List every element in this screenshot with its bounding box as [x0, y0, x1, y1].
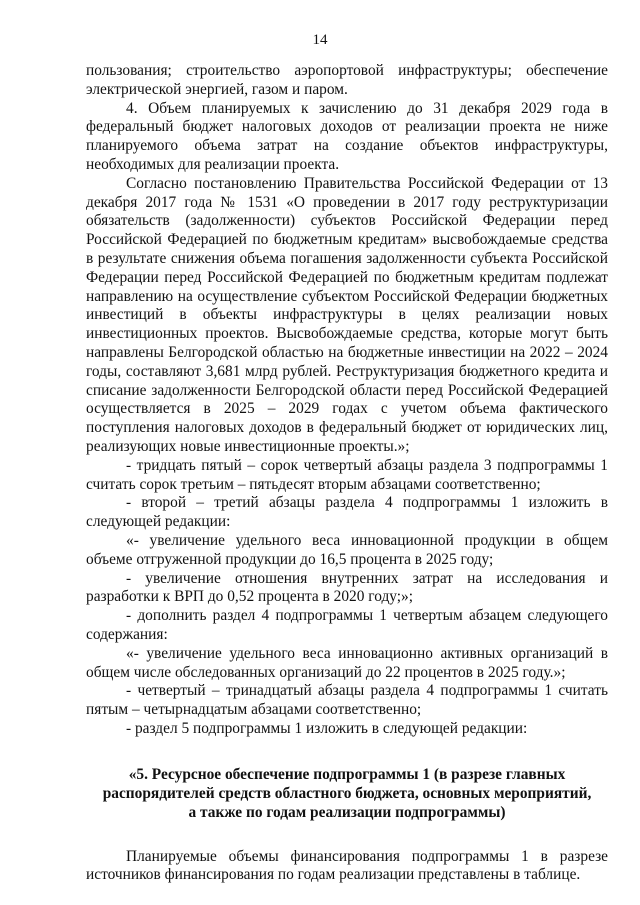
paragraph: - второй – третий абзацы раздела 4 подпрограммы 1 изложить в следующей редакции:: [86, 494, 608, 531]
paragraph: «- увеличение удельного веса инновационно активных организаций в общем числе обследованных организаций до 22 процентов в 2025 году.»;: [86, 644, 608, 681]
final-paragraph: Планируемые объемы финансирования подпрограммы 1 в разрезе источников финансирования по годам реализации представлены в таблице.: [86, 847, 608, 884]
heading-line: распорядителей средств областного бюджета, основных мероприятий,: [102, 784, 592, 802]
paragraph: 4. Объем планируемых к зачислению до 31 декабря 2029 года в федеральный бюджет налоговых доходов от реализации проекта не ниже планируемого объема затрат на создание объектов инфраструктуры, необходимых для реализации проекта.: [86, 99, 608, 173]
paragraph: - раздел 5 подпрограммы 1 изложить в следующей редакции:: [126, 719, 528, 737]
section-heading: [86, 765, 608, 822]
paragraph: - увеличение отношения внутренних затрат на исследования и разработки к ВРП до 0,52 процента в 2020 году;»;: [86, 569, 608, 606]
paragraph: - четвертый – тринадцатый абзацы раздела 4 подпрограммы 1 считать пятым – четырнадцатым абзацами соответственно;: [86, 682, 608, 719]
body-text: [86, 62, 608, 885]
heading-line: а также по годам реализации подпрограммы): [188, 803, 506, 821]
paragraph: Согласно постановлению Правительства Российской Федерации от 13 декабря 2017 года № 1531 «О проведении в 2017 году реструктуризации обязательств (задолженности) субъектов Российской Федерации перед Российской Федерацией по бюджетным кредитам» высвобождаемые средства в результате снижения объема погашения задолженности субъекта Российской Федерации перед Российской Федерацией по бюджетным кредитам подлежат направлению на осуществление субъектом Российской Федерации бюджетных инвестиций в объекты инфраструктуры в целях реализации новых инвестиционных проектов. Высвобождаемые средства, которые могут быть направлены Белгородской областью на бюджетные инвестиции на 2022 – 2024 годы, составляют 3,681 млрд рублей. Реструктуризация бюджетного кредита и списание задолженности Белгородской области перед Российской Федерацией осуществляется в 2025 – 2029 годах с учетом объема фактического поступления налоговых доходов в федеральный бюджет от юридических лиц, реализующих новые инвестиционные проекты.»;: [86, 174, 608, 455]
paragraph: «- увеличение удельного веса инновационной продукции в общем объеме отгруженной продукции до 16,5 процента в 2025 году;: [86, 531, 608, 568]
paragraph: пользования; строительство аэропортовой инфраструктуры; обеспечение электрической энергией, газом и паром.: [86, 62, 608, 98]
page-number: 14: [312, 32, 328, 48]
heading-line: «5. Ресурсное обеспечение подпрограммы 1 (в разрезе главных: [128, 765, 566, 783]
paragraph: - дополнить раздел 4 подпрограммы 1 четвертым абзацем следующего содержания:: [86, 607, 608, 643]
paragraph: - тридцать пятый – сорок четвертый абзацы раздела 3 подпрограммы 1 считать сорок третьим – пятьдесят вторым абзацами соответственно;: [86, 456, 608, 493]
